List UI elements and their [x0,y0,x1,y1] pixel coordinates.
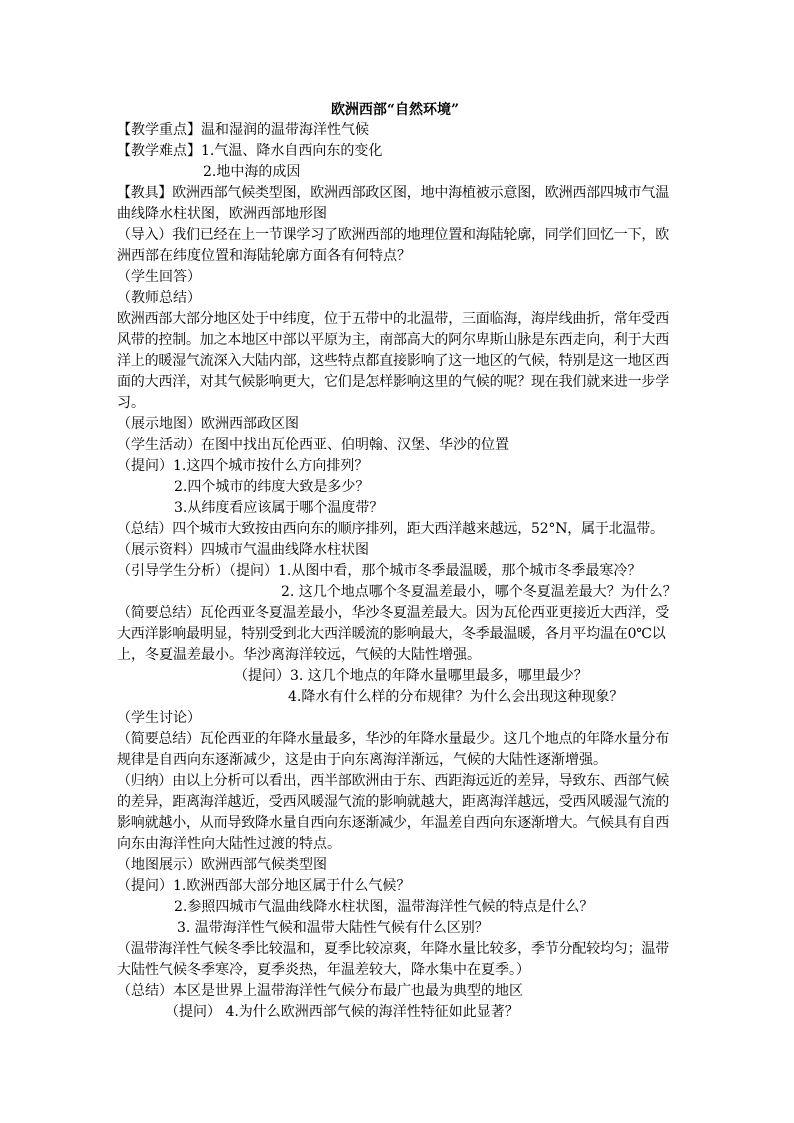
student-activity-line: （学生活动）在图中找出瓦伦西亚、伯明翰、汉堡、华沙的位置 [117,437,509,453]
document-title: 欧洲西部“自然环境” [330,102,460,118]
question-line: 3. 温带海洋性气候和温带大陆性气候有什么区别？ [177,920,489,936]
answer-line: （温带海洋性气候冬季比较温和，夏季比较凉爽，年降水量比较多，季节分配较均匀；温带 [117,941,669,957]
teaching-aids-line: 【教具】欧洲西部气候类型图，欧洲西部政区图，地中海植被示意图，欧洲西部四城市气温 [117,185,669,201]
question-line: （提问） 4.为什么欧洲西部气候的海洋性特征如此显著？ [165,1004,519,1020]
paragraph-line: 面的大西洋，对其气候影响更大，它们是怎样影响这里的气候的呢？现在我们就来进一步学 [117,374,669,390]
conclusion-line: （归纳）由以上分析可以看出，西半部欧洲由于东、西距海远近的差异，导致东、西部气候 [117,773,669,789]
key-point-line: 【教学重点】温和湿润的温带海洋性气候 [117,122,369,138]
brief-summary-line: （简要总结）瓦伦西亚冬夏温差最小，华沙冬夏温差最大。因为瓦伦西亚更接近大西洋，受 [117,605,669,621]
paragraph-line: 欧洲西部大部分地区处于中纬度，位于五带中的北温带，三面临海，海岸线曲折，常年受西 [117,311,669,327]
intro-line: （导入）我们已经在上一节课学习了欧洲西部的地理位置和海陆轮廓，同学们回忆一下，欧 [117,227,669,243]
question-line: （提问）1.欧洲西部大部分地区属于什么气候？ [117,878,411,894]
answer-line-cont: 大陆性气候冬季寒冷，夏季炎热，年温差较大，降水集中在夏季。） [117,962,530,978]
question-line: （提问）1.这四个城市按什么方向排列？ [117,458,369,474]
paragraph-line: 大西洋影响最明显，特别受到北大西洋暖流的影响最大，冬季最温暖，各月平均温在0℃以 [117,626,666,642]
question-line: 2. 这几个地点哪个冬夏温差最小，哪个冬夏温差最大？为什么？ [281,584,677,600]
summary-line: （总结）本区是世界上温带海洋性气候分布最广也最为典型的地区 [117,983,523,999]
difficulty-item-2: 2.地中海的成因 [203,164,301,180]
paragraph-line: 的差异，距离海洋越近，受西风暖湿气流的影响就越大，距离海洋越远，受西风暖湿气流的 [117,794,669,810]
guided-analysis-line: （引导学生分析）（提问）1.从图中看，那个城市冬季最温暖，那个城市冬季最寒冷？ [117,563,642,579]
question-line: 4.降水有什么样的分布规律？为什么会出现这种现象？ [288,689,624,705]
paragraph-line: 规律是自西向东逐渐减少，这是由于向东离海洋渐远，气候的大陆性逐渐增强。 [117,752,607,768]
paragraph-line: 风带的控制。加之本地区中部以平原为主，南部高大的阿尔卑斯山脉是东西走向，利于大西 [117,332,669,348]
paragraph-line: 向东由海洋性向大陆性过渡的特点。 [117,836,341,852]
intro-line-cont: 洲西部在纬度位置和海陆轮廓方面各有何特点？ [117,248,411,264]
brief-summary-line: （简要总结）瓦伦西亚的年降水量最多，华沙的年降水量最少。这几个地点的年降水量分布 [117,731,669,747]
question-line: （提问）3. 这几个地点的年降水量哪里最多，哪里最少？ [234,668,588,684]
question-line: 3.从纬度看应该属于哪个温度带？ [174,500,384,516]
question-line: 2.四个城市的纬度大致是多少？ [174,479,370,495]
map-display-line: （展示地图）欧洲西部政区图 [117,416,299,432]
map-display-line: （地图展示）欧洲西部气候类型图 [117,857,327,873]
paragraph-line: 上，冬夏温差最小。华沙离海洋较远，气候的大陆性增强。 [117,647,481,663]
difficulty-line: 【教学难点】1.气温、降水自西向东的变化 [117,143,383,159]
document-page [117,100,677,1023]
student-answer-line: （学生回答） [117,269,201,285]
paragraph-line: 影响就越小，从而导致降水量自西向东逐渐减少，年温差自西向东逐渐增大。气候具有自西 [117,815,669,831]
question-line: 2.参照四城市气温曲线降水柱状图，温带海洋性气候的特点是什么？ [174,899,594,915]
student-discussion-line: （学生讨论） [117,710,201,726]
summary-line: （总结）四个城市大致按由西向东的顺序排列，距大西洋越来越远，52°N，属于北温带。 [117,521,664,537]
teaching-aids-line-cont: 曲线降水柱状图，欧洲西部地形图 [117,206,327,222]
paragraph-line: 洋上的暖湿气流深入大陆内部，这些特点都直接影响了这一地区的气候，特别是这一地区西 [117,353,669,369]
material-display-line: （展示资料）四城市气温曲线降水柱状图 [117,542,369,558]
paragraph-line: 习。 [117,395,145,411]
teacher-summary-line: （教师总结） [117,290,201,306]
